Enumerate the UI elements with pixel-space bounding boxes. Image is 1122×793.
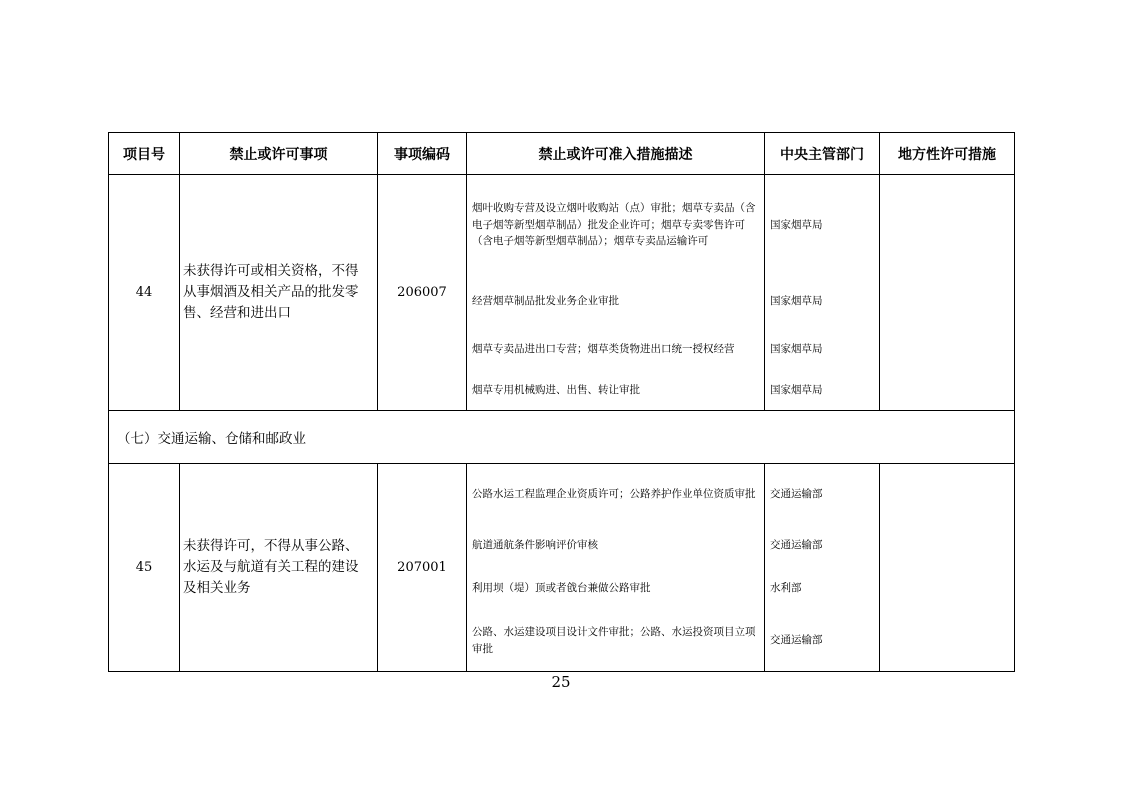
row-44-local-measure	[880, 175, 1015, 411]
header-code: 事项编码	[378, 133, 467, 175]
row-45-descriptions	[467, 464, 765, 672]
header-item: 禁止或许可事项	[180, 133, 378, 175]
row-44-item: 未获得许可或相关资格，不得从事烟酒及相关产品的批发零售、经营和进出口	[180, 175, 378, 411]
row-45-item: 未获得许可，不得从事公路、水运及与航道有关工程的建设及相关业务	[180, 464, 378, 672]
header-project-no: 项目号	[109, 133, 180, 175]
central-department: 交通运输部	[770, 634, 823, 647]
header-description: 禁止或许可准入措施描述	[467, 133, 765, 175]
central-department: 国家烟草局	[770, 342, 823, 355]
central-department: 国家烟草局	[770, 294, 823, 307]
row-45-departments	[765, 464, 880, 672]
header-local-measure: 地方性许可措施	[880, 133, 1015, 175]
page-number: 25	[551, 673, 571, 691]
row-44-code: 206007	[378, 175, 467, 411]
measure-description: 烟叶收购专营及设立烟叶收购站（点）审批；烟草专卖品（含电子烟等新型烟草制品）批发企业许可；烟草专卖零售许可（含电子烟等新型烟草制品）；烟草专卖品运输许可	[472, 202, 756, 248]
measure-description: 航道通航条件影响评价审核	[472, 539, 598, 552]
central-department: 国家烟草局	[770, 218, 823, 231]
central-department: 交通运输部	[770, 539, 823, 552]
table-row	[109, 464, 1015, 672]
permit-table	[108, 132, 1015, 672]
row-45-code: 207001	[378, 464, 467, 672]
row-44-descriptions	[467, 175, 765, 411]
central-department: 国家烟草局	[770, 384, 823, 397]
section-row	[109, 411, 1015, 464]
measure-description: 经营烟草制品批发业务企业审批	[472, 294, 619, 307]
measure-description: 公路水运工程监理企业资质许可；公路养护作业单位资质审批	[472, 487, 756, 500]
central-department: 交通运输部	[770, 487, 823, 500]
row-45-no: 45	[109, 464, 180, 672]
row-44-no: 44	[109, 175, 180, 411]
section-title: （七）交通运输、仓储和邮政业	[109, 411, 1015, 464]
measure-description: 公路、水运建设项目设计文件审批；公路、水运投资项目立项审批	[472, 626, 756, 655]
table-row	[109, 175, 1015, 411]
measure-description: 烟草专用机械购进、出售、转让审批	[472, 384, 640, 397]
header-central-dept: 中央主管部门	[765, 133, 880, 175]
row-45-local-measure	[880, 464, 1015, 672]
table-header-row	[109, 133, 1015, 175]
measure-description: 烟草专卖品进出口专营；烟草类货物进出口统一授权经营	[472, 342, 735, 355]
central-department: 水利部	[770, 582, 802, 595]
measure-description: 利用坝（堤）顶或者戗台兼做公路审批	[472, 582, 651, 595]
row-44-departments	[765, 175, 880, 411]
